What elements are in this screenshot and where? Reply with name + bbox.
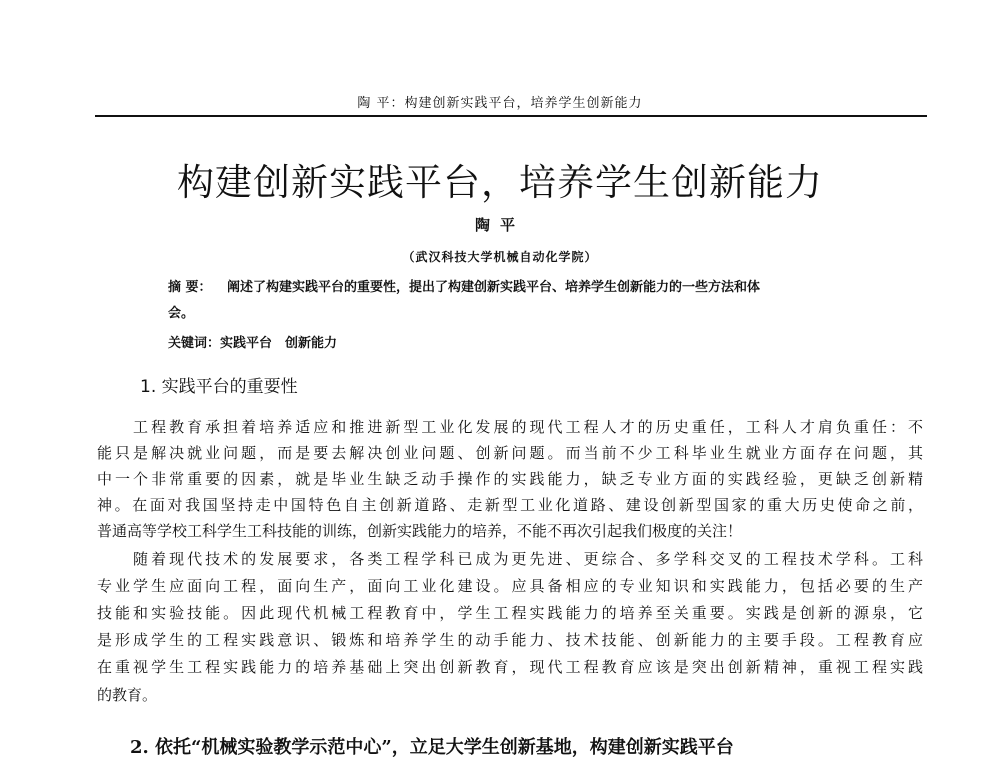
body-line: 专业学生应面向工程，面向生产，面向工业化建设。应具备相应的专业知识和实践能力，包括必要的生产 bbox=[97, 577, 923, 595]
body-line: 的教育。 bbox=[97, 686, 158, 704]
body-line: 在重视学生工程实践能力的培养基础上突出创新教育，现代工程教育应该是突出创新精神，重视工程实践 bbox=[97, 658, 923, 676]
body-line: 随着现代技术的发展要求，各类工程学科已成为更先进、更综合、多学科交叉的工程技术学科。工科 bbox=[97, 550, 923, 568]
paper-title: 构建创新实践平台，培养学生创新能力 bbox=[177, 161, 823, 204]
body-line: 是形成学生的工程实践意识、锻炼和培养学生的动手能力、技术技能、创新能力的主要手段。工程教育应 bbox=[97, 631, 923, 649]
body-line: 工程教育承担着培养适应和推进新型工业化发展的现代工程人才的历史重任，工科人才肩负重任：不 bbox=[97, 418, 923, 436]
author-affiliation: （武汉科技大学机械自动化学院） bbox=[402, 250, 598, 264]
body-line: 中一个非常重要的因素，就是毕业生缺乏动手操作的实践能力，缺乏专业方面的实践经验，更缺乏创新精 bbox=[97, 470, 923, 488]
header-rule bbox=[95, 115, 927, 117]
body-line: 技能和实验技能。因此现代机械工程教育中，学生工程实践能力的培养至关重要。实践是创新的源泉，它 bbox=[97, 604, 923, 622]
section-heading-2: 2. 依托“机械实验教学示范中心”，立足大学生创新基地，构建创新实践平台 bbox=[130, 737, 734, 758]
abstract-label: 摘 要： bbox=[168, 280, 212, 295]
body-line: 能只是解决就业问题，而是要去解决创业问题、创新问题。而当前不少工科毕业生就业方面存在问题，其 bbox=[97, 444, 923, 462]
keywords: 关键词：实践平台 创新能力 bbox=[168, 336, 338, 351]
body-line: 神。在面对我国坚持走中国特色自主创新道路、走新型工业化道路、建设创新型国家的重大历史使命之前， bbox=[97, 496, 923, 514]
section-heading-1: 1. 实践平台的重要性 bbox=[140, 377, 298, 397]
abstract-text-continued: 会。 bbox=[168, 306, 195, 321]
body-line: 普通高等学校工科学生工科技能的训练，创新实践能力的培养，不能不再次引起我们极度的关注！ bbox=[97, 522, 743, 540]
abstract-text: 阐述了构建实践平台的重要性，提出了构建创新实践平台、培养学生创新能力的一些方法和体 bbox=[227, 280, 761, 295]
running-header: 陶 平：构建创新实践平台，培养学生创新能力 bbox=[357, 96, 643, 111]
author-name: 陶平 bbox=[474, 216, 525, 234]
